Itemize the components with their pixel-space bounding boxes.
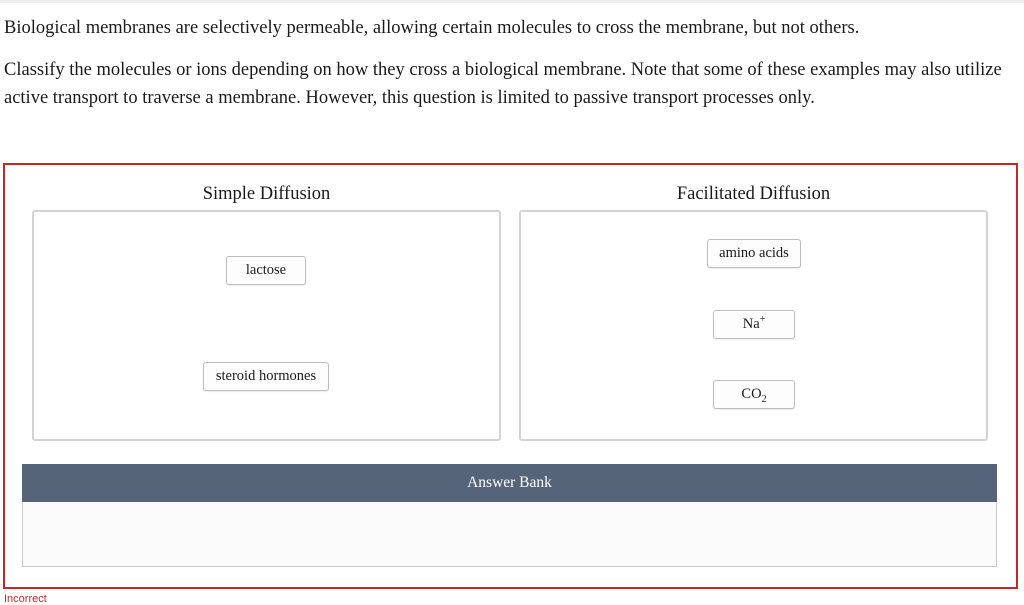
question-prompt: Classify the molecules or ions depending on how they cross a biological membrane. Note that some of these examples may also utilize active transport to traverse a membrane. However, this question is limited to passive transport processes only. [4, 60, 1002, 108]
simple-diffusion-dropzone[interactable] [32, 210, 501, 441]
top-divider [0, 0, 1024, 3]
chip-lactose[interactable] [226, 256, 306, 285]
chip-sodium-ion[interactable] [713, 310, 795, 339]
sodium-charge: + [759, 314, 766, 326]
chip-carbon-dioxide-label: CO [741, 386, 762, 402]
chip-carbon-dioxide[interactable] [713, 380, 795, 409]
facilitated-diffusion-title: Facilitated Diffusion [676, 184, 831, 204]
chip-lactose-label: lactose [245, 262, 287, 278]
simple-diffusion-title: Simple Diffusion [202, 184, 331, 204]
feedback-status: Incorrect [4, 593, 47, 605]
chip-amino-acids-label: amino acids [719, 245, 789, 261]
chip-amino-acids[interactable] [707, 239, 801, 268]
answer-bank-header: Answer Bank [22, 464, 997, 502]
chip-steroid-hormones[interactable] [203, 362, 329, 391]
co2-subscript: 2 [761, 393, 767, 405]
chip-steroid-hormones-label: steroid hormones [215, 368, 317, 384]
question-intro: Biological membranes are selectively permeable, allowing certain molecules to cross the membrane, but not others. [4, 18, 860, 38]
answer-bank-area[interactable] [22, 502, 997, 567]
chip-sodium-ion-label: Na [742, 316, 760, 332]
facilitated-diffusion-dropzone[interactable] [519, 210, 988, 441]
